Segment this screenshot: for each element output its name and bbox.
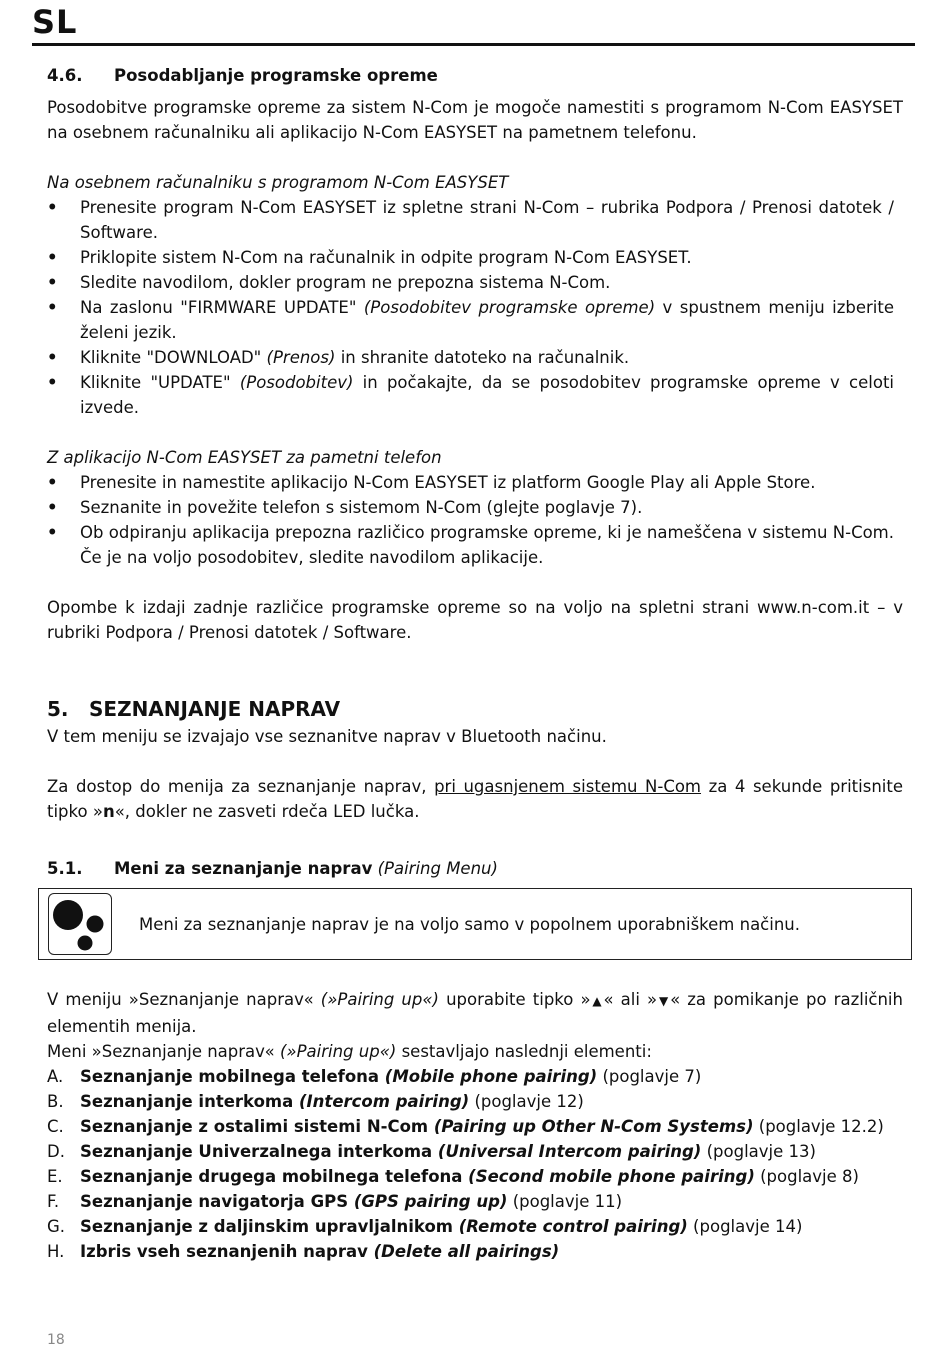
section-title: Posodabljanje programske opreme [114,66,438,85]
list-item: G. Seznanjanje z daljinskim upravljalnikom (Remote control pairing) (poglavje 14) [47,1217,803,1236]
list-item: • Prenesite in namestite aplikacijo N-Com EASYSET iz platform Google Play ali Apple Store. [47,470,903,495]
note-text: Meni za seznanjanje naprav je na voljo samo v popolnem uporabniškem načinu. [139,914,800,934]
list-item: • Sledite navodilom, dokler program ne prepozna sistema N-Com. [47,270,903,295]
list-item: • Prenesite program N-Com EASYSET iz spletne strani N-Com – rubrika Podpora / Prenosi datotek / Software. [47,195,903,245]
key-n: n [102,802,115,821]
section-4-6-heading [47,63,903,88]
section-number: 5.1. [47,859,83,878]
list-item: C. Seznanjanje z ostalimi sistemi N-Com (Pairing up Other N-Com Systems) (poglavje 12.2) [47,1117,884,1136]
list-item: • Na zaslonu "FIRMWARE UPDATE" (Posodobitev programske opreme) v spustnem meniju izberite želeni jezik. [47,295,903,345]
note-icon [48,893,112,955]
pairing-items-list [47,1064,903,1264]
list-item: • Priklopite sistem N-Com na računalnik in odpite program N-Com EASYSET. [47,245,903,270]
list-item: H. Izbris vseh seznanjenih naprav (Delete all pairings) [47,1242,560,1261]
language-code: SL [32,3,78,41]
list-item: • Kliknite "UPDATE" (Posodobitev) in počakajte, da se posodobitev programske opreme v celoti izvede. [47,370,903,420]
down-arrow-icon: ▼ [657,994,671,1008]
list-item: F. Seznanjanje navigatorja GPS (GPS pairing up) (poglavje 11) [47,1192,623,1211]
release-notes: Opombe k izdaji zadnje različice programske opreme so na voljo na spletni strani www.n-com.it – v rubriki Podpora / Prenosi datotek / Software. [47,598,903,642]
page-number: 18 [47,1332,65,1348]
section-5-heading [47,695,903,723]
note-box [38,888,912,960]
list-item: • Kliknite "DOWNLOAD" (Prenos) in shranite datoteko na računalnik. [47,345,903,370]
section-title: Meni za seznanjanje naprav [114,859,373,878]
section-number: 5. [47,697,69,721]
menu-elements-intro: Meni »Seznanjanje naprav« (»Pairing up«) sestavljajo naslednji elementi: [47,1042,652,1061]
menu-navigation: V meniju »Seznanjanje naprav« (»Pairing up«) uporabite tipko »▲« ali »▼« za pomikanje po različnih elementih menija. [47,990,903,1036]
list-item: • Ob odpiranju aplikacija prepozna različico programske opreme, ki je nameščena v sistemu N-Com. Če je na voljo posodobitev, sledite navodilom aplikacije. [47,520,903,570]
up-arrow-icon: ▲ [590,994,604,1008]
section-title: SEZNANJANJE NAPRAV [89,697,341,721]
pairing-intro: V tem meniju se izvajajo vse seznanitve naprav v Bluetooth načinu. [47,727,607,746]
list-item: B. Seznanjanje interkoma (Intercom pairing) (poglavje 12) [47,1092,584,1111]
page-content [47,63,903,1264]
list-item: D. Seznanjanje Univerzalnega interkoma (Universal Intercom pairing) (poglavje 13) [47,1142,816,1161]
pc-steps-list [47,195,903,420]
pc-subheading: Na osebnem računalniku s programom N-Com EASYSET [47,173,509,192]
list-item: E. Seznanjanje drugega mobilnega telefona (Second mobile phone pairing) (poglavje 8) [47,1167,859,1186]
section-number: 4.6. [47,66,83,85]
phone-subheading: Z aplikacijo N-Com EASYSET za pametni telefon [47,448,442,467]
phone-steps-list [47,470,903,570]
header-rule [32,43,915,46]
update-intro: Posodobitve programske opreme za sistem N-Com je mogoče namestiti s programom N-Com EASYSET na osebnem računalniku ali aplikacijo N-Com EASYSET na pametnem telefonu. [47,98,903,142]
list-item: • Seznanite in povežite telefon s sistemom N-Com (glejte poglavje 7). [47,495,903,520]
pairing-access: Za dostop do menija za seznanjanje naprav, pri ugasnjenem sistemu N-Com za 4 sekunde pritisnite tipko »n«, dokler ne zasveti rdeča LED lučka. [47,777,903,821]
list-item: A. Seznanjanje mobilnega telefona (Mobile phone pairing) (poglavje 7) [47,1067,702,1086]
section-5-1-heading: 5.1. Meni za seznanjanje naprav (Pairing Menu) [47,856,903,881]
